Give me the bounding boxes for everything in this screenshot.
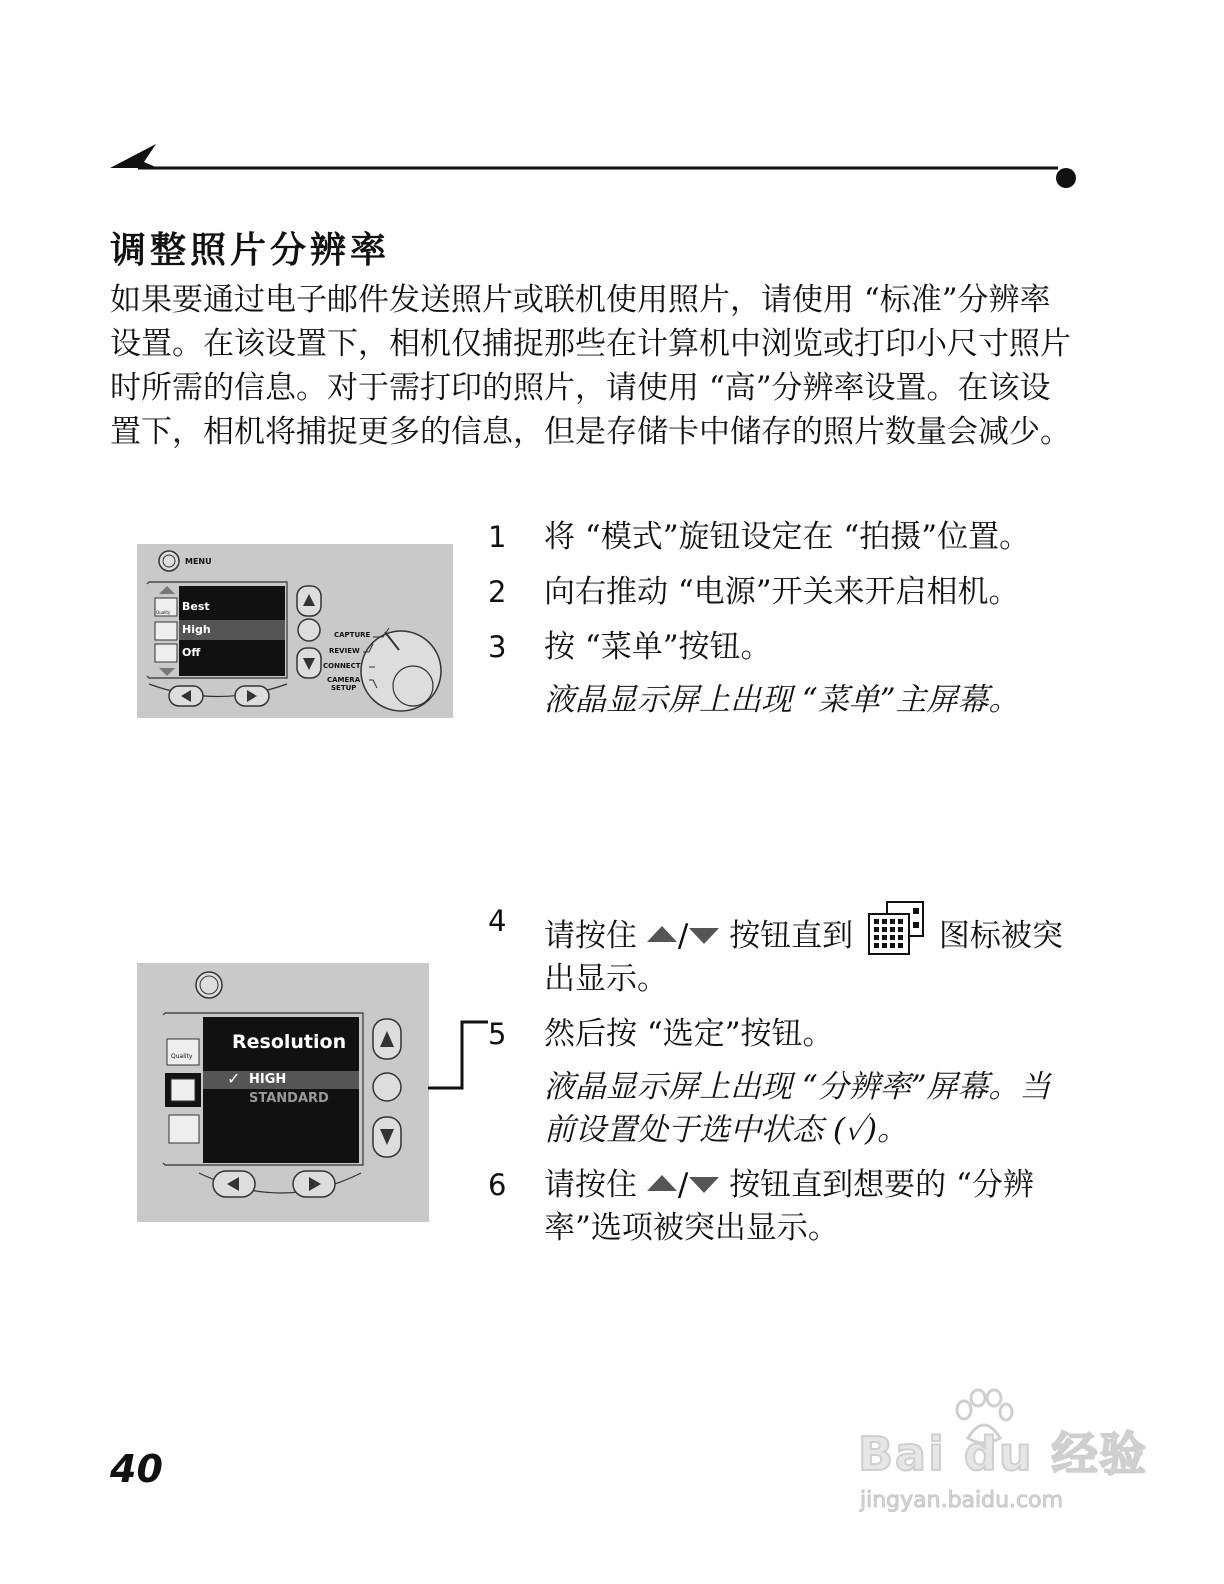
step-text: 向右推动 “电源”开关来开启相机。 bbox=[544, 574, 1020, 610]
resolution-option-standard: STANDARD bbox=[249, 1091, 329, 1106]
menu-item-off: Off bbox=[182, 646, 201, 659]
step-4 bbox=[488, 900, 1078, 1001]
steps-group-1 bbox=[488, 516, 1078, 722]
menu-label: MENU bbox=[185, 557, 212, 566]
dial-label-review: REVIEW bbox=[329, 647, 360, 655]
step-number: 6 bbox=[488, 1168, 507, 1202]
watermark-url: jingyan.baidu.com bbox=[860, 1488, 1064, 1513]
dial-label-camera: CAMERA bbox=[327, 676, 361, 684]
menu-item-best: Best bbox=[182, 600, 210, 613]
camera-illustration-menu bbox=[137, 544, 453, 718]
resolution-check: ✓ bbox=[227, 1069, 241, 1088]
step-5 bbox=[488, 1013, 1078, 1056]
resolution-option-high: HIGH bbox=[249, 1072, 287, 1087]
header-rule bbox=[108, 140, 1083, 190]
step-number: 1 bbox=[488, 520, 507, 554]
watermark-brand: Bai du 经验 bbox=[858, 1427, 1148, 1481]
step-text-b: 按钮直到想要的 “分辨率”选项被突出显示。 bbox=[544, 1167, 1034, 1246]
resolution-heading: Resolution bbox=[232, 1031, 347, 1053]
dial-label-connect: CONNECT bbox=[323, 662, 361, 670]
quality-icon-label-2: Quality bbox=[171, 1053, 193, 1060]
step-5-note: 液晶显示屏上出现 “分辨率”屏幕。当前设置处于选中状态 (✓)。 bbox=[544, 1069, 1051, 1148]
steps-group-2 bbox=[488, 900, 1078, 1250]
step-text-c: 图标被突出显示。 bbox=[544, 918, 1063, 997]
step-text-a: 请按住 bbox=[544, 1167, 637, 1203]
step-2 bbox=[488, 571, 1078, 614]
step-text-a: 请按住 bbox=[544, 918, 637, 954]
menu-item-high: High bbox=[182, 623, 211, 636]
step-number: 5 bbox=[488, 1017, 507, 1051]
up-arrow-icon bbox=[647, 926, 677, 942]
step-3-note: 液晶显示屏上出现 “菜单”主屏幕。 bbox=[544, 682, 1020, 718]
slash: / bbox=[677, 1167, 689, 1203]
quality-icon-label: Quality bbox=[156, 610, 171, 615]
step-text: 然后按 “选定”按钮。 bbox=[544, 1016, 834, 1052]
up-arrow-icon bbox=[647, 1175, 677, 1191]
dial-label-capture: CAPTURE bbox=[334, 631, 371, 639]
page-number: 40 bbox=[110, 1447, 163, 1491]
camera-illustration-resolution bbox=[137, 963, 429, 1222]
slash: / bbox=[677, 918, 689, 954]
page-title: 调整照片分辨率 bbox=[110, 230, 391, 271]
baidu-watermark bbox=[858, 1388, 1158, 1538]
step-number: 2 bbox=[488, 575, 507, 609]
step-text: 按 “菜单”按钮。 bbox=[544, 629, 772, 665]
step-text: 将 “模式”旋钮设定在 “拍摄”位置。 bbox=[544, 519, 1031, 555]
intro-paragraph: 如果要通过电子邮件发送照片或联机使用照片，请使用 “标准”分辨率设置。在该设置下，相机仅捕捉那些在计算机中浏览或打印小尺寸照片时所需的信息。对于需打印的照片，请使用 “高”分辨率设置。在该设置下，相机将捕捉更多的信息，但是存储卡中储存的照片数量会减少。 bbox=[110, 282, 1071, 450]
down-arrow-icon bbox=[689, 928, 719, 944]
dial-label-setup: SETUP bbox=[331, 684, 357, 692]
down-arrow-icon bbox=[689, 1177, 719, 1193]
step-6 bbox=[488, 1164, 1078, 1250]
step-number: 3 bbox=[488, 630, 507, 664]
step-text-b: 按钮直到 bbox=[729, 918, 854, 954]
callout-connector bbox=[428, 1020, 488, 1092]
resolution-icon bbox=[867, 900, 925, 956]
step-3 bbox=[488, 626, 1078, 669]
step-number: 4 bbox=[488, 904, 507, 938]
step-1 bbox=[488, 516, 1078, 559]
